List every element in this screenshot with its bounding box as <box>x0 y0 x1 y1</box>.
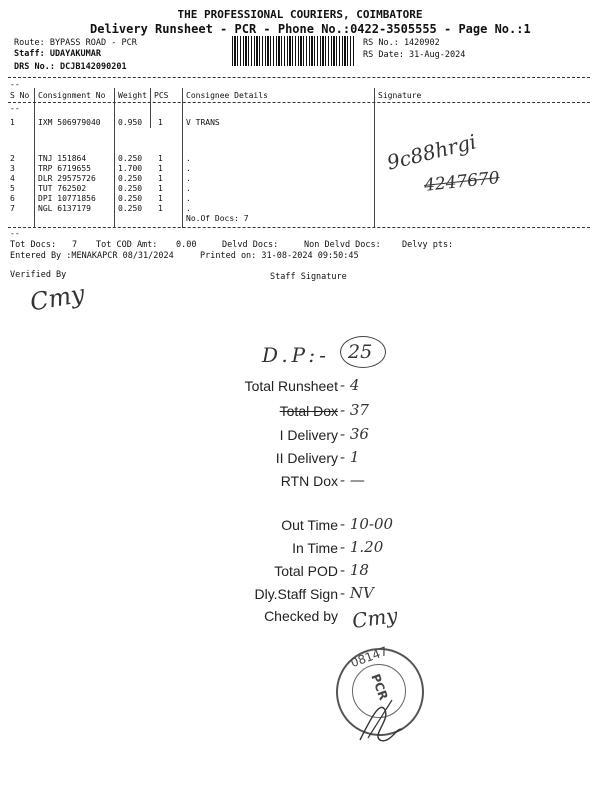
table-row-2-sno: 2 <box>10 154 15 163</box>
non-delvd-docs: Non Delvd Docs: <box>304 240 381 250</box>
table-row-5-pcs: 1 <box>158 184 163 193</box>
table-row-5-sno: 5 <box>10 184 15 193</box>
table-row-3-consignment: TRP 6719655 <box>38 164 91 173</box>
table-row-6-weight: 0.250 <box>118 194 143 203</box>
summary-value-first-delivery: - 36 <box>340 425 369 443</box>
table-row-4-consignee: . <box>186 174 191 183</box>
table-row-2-consignee: . <box>186 154 191 163</box>
table-row-1-sno: 1 <box>10 118 15 127</box>
table-row-4-consignment: DLR 29575726 <box>38 174 96 183</box>
table-row-6-sno: 6 <box>10 194 15 203</box>
col-signature: Signature <box>378 91 422 100</box>
stamp-number: 08147 <box>348 643 390 671</box>
consignee-signature: 9c88hrgi <box>384 129 479 175</box>
table-row-3-sno: 3 <box>10 164 15 173</box>
table-row-6-consignee: . <box>186 194 191 203</box>
table-row-3-weight: 1.700 <box>118 164 143 173</box>
table-row-6-pcs: 1 <box>158 194 163 203</box>
summary-value-total-pod: - 18 <box>340 561 369 579</box>
header-divider <box>8 102 590 103</box>
dp-label: D.P:- <box>262 343 330 367</box>
table-row-1-consignment: IXM 506979040 <box>38 118 101 127</box>
staff-signature: Staff Signature <box>270 272 347 282</box>
summary-label-total-pod: Total POD <box>274 563 338 579</box>
tot-docs-value: 7 <box>72 240 78 250</box>
table-row-7-consignment: NGL 6137179 <box>38 204 91 213</box>
barcode <box>232 36 354 66</box>
table-row-1-consignee: V TRANS <box>186 118 220 127</box>
col-weight: Weight <box>118 91 147 100</box>
stamp-signature-scribble <box>350 680 410 750</box>
summary-value-total-runsheet: - 4 <box>340 376 360 394</box>
table-row-3-consignee: . <box>186 164 191 173</box>
delvy-pts: Delvy pts: <box>402 240 454 250</box>
summary-value-in-time: - 1.20 <box>340 538 384 556</box>
consignee-signature-number: 4247670 <box>423 168 501 196</box>
table-row-4-sno: 4 <box>10 174 15 183</box>
no-of-docs: No.Of Docs: 7 <box>186 214 249 223</box>
table-row-5-weight: 0.250 <box>118 184 143 193</box>
table-row-2-pcs: 1 <box>158 154 163 163</box>
summary-label-total-dox: Total Dox <box>279 403 338 419</box>
summary-label-staff-sign: Dly.Staff Sign <box>254 586 338 602</box>
summary-value-out-time: - 10-00 <box>340 515 394 533</box>
summary-label-checked-by: Checked by <box>264 608 338 624</box>
table-row-5-consignee: . <box>186 184 191 193</box>
summary-label-second-delivery: II Delivery <box>275 450 338 466</box>
col-pcs: PCS <box>154 91 169 100</box>
tot-docs-label: Tot Docs: <box>10 240 57 250</box>
verified-by: Verified By <box>10 270 67 280</box>
table-bottom-divider <box>8 227 590 228</box>
table-row-7-sno: 7 <box>10 204 15 213</box>
summary-label-rtn-dox: RTN Dox <box>280 473 338 489</box>
staff: Staff: UDAYAKUMAR <box>14 49 101 59</box>
runsheet-title: Delivery Runsheet - PCR - Phone No.:0422-3505555 - Page No.:1 <box>90 22 531 36</box>
table-row-7-pcs: 1 <box>158 204 163 213</box>
company-name: THE PROFESSIONAL COURIERS, COIMBATORE <box>177 8 423 21</box>
summary-value-total-dox: - 37 <box>340 401 369 419</box>
tot-cod-label: Tot COD Amt: <box>96 240 158 250</box>
summary-label-out-time: Out Time <box>281 517 338 533</box>
table-row-6-consignment: DPI 10771856 <box>38 194 96 203</box>
table-row-4-pcs: 1 <box>158 174 163 183</box>
table-row-2-weight: 0.250 <box>118 154 143 163</box>
table-row-7-weight: 0.250 <box>118 204 143 213</box>
table-row-3-pcs: 1 <box>158 164 163 173</box>
route: Route: BYPASS ROAD - PCR <box>14 38 137 48</box>
verified-initials: Cmy <box>27 279 87 317</box>
table-row-7-consignee: . <box>186 204 191 213</box>
delvd-docs: Delvd Docs: <box>222 240 279 250</box>
printed-on: Printed on: 31-08-2024 09:50:45 <box>200 251 359 261</box>
table-row-5-consignment: TUT 762502 <box>38 184 87 193</box>
col-sno: S No <box>10 91 30 100</box>
tot-cod-value: 0.00 <box>176 240 197 250</box>
summary-value-staff-sign: - NV <box>340 584 374 602</box>
summary-label-first-delivery: I Delivery <box>279 427 338 443</box>
summary-value-second-delivery: - 1 <box>340 448 360 466</box>
dp-value: 25 <box>348 341 373 363</box>
summary-value-rtn-dox: - — <box>340 471 365 489</box>
table-row-1-pcs: 1 <box>158 118 163 127</box>
rs-number: RS No.: 1420902 <box>363 38 440 48</box>
summary-label-total-runsheet: Total Runsheet <box>244 378 338 394</box>
stamp-code: PCR <box>368 671 391 703</box>
summary-label-in-time: In Time <box>292 540 338 556</box>
rs-date: RS Date: 31-Aug-2024 <box>363 50 466 60</box>
table-top-divider <box>8 77 590 78</box>
table-row-4-weight: 0.250 <box>118 174 143 183</box>
entered-by: Entered By :MENAKAPCR 08/31/2024 <box>10 251 174 261</box>
table-row-2-consignment: TNJ 151864 <box>38 154 87 163</box>
table-row-1-weight: 0.950 <box>118 118 143 127</box>
drs-number: DRS No.: DCJB142090201 <box>14 62 127 72</box>
summary-value-checked-by: Cmy <box>350 602 400 634</box>
col-consignee: Consignee Details <box>186 91 268 100</box>
col-consignment: Consignment No <box>38 91 106 100</box>
